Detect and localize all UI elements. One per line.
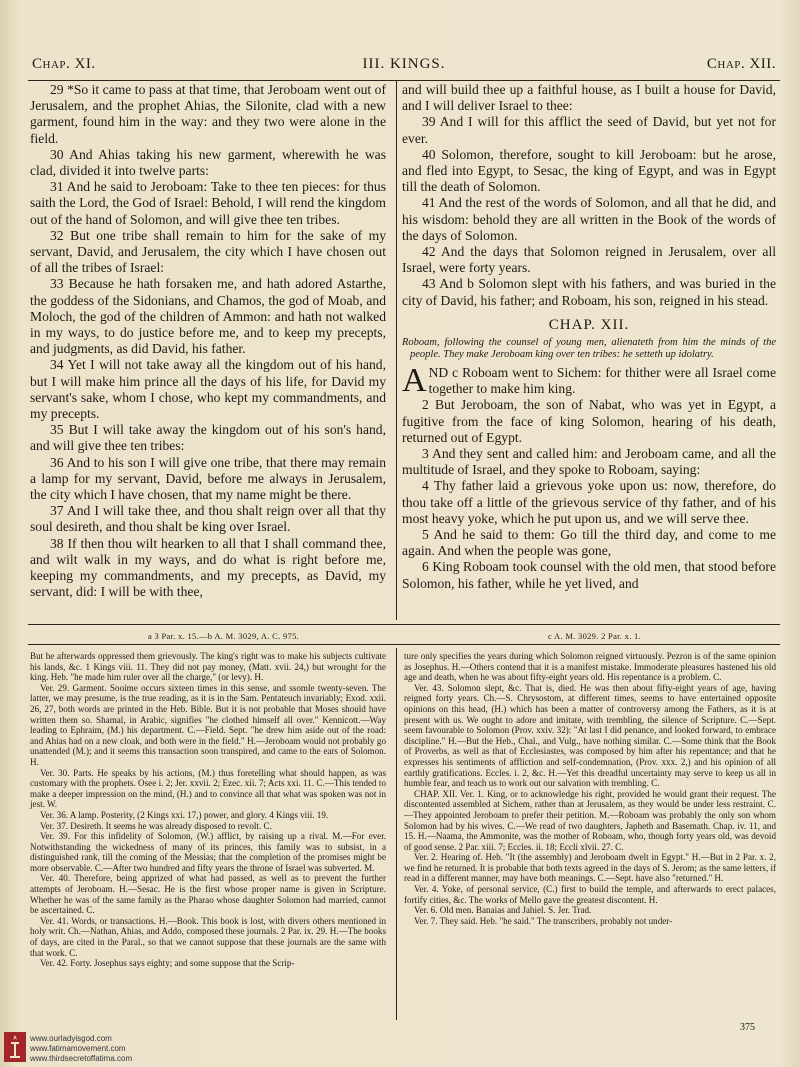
right-column [402,82,776,592]
note: Ver. 39. For this infidelity of Solomon, (W.) afflict, by raising up a rival. M.—For ever. Notwithstanding the wickedness of many of its princes, this family was to subsist, in a distinguished rank, till the coming of the Messias; that the completion of the promises might be more observable. C.—After two hundred and fifty years the throne of Israel was subverted. M. [30,831,386,873]
note: Ver. 36. A lamp. Posterity, (2 Kings xxi. 17,) power, and glory. 4 Kings viii. 19. [40,809,329,820]
verse: 31 And he said to Jeroboam: Take to thee ten pieces: for thus saith the Lord, the God of Israel: Behold, I will rend the kingdom out of the hand of Solomon, and will give thee ten tribes. [30,179,386,227]
note: Ver. 37. Desireth. It seems he was already disposed to revolt. C. [40,820,272,831]
chapter-summary: Roboam, following the counsel of young men, alienateth from him the minds of the people. They make Jeroboam king over ten tribes: he setteth up idolatry. [402,337,776,361]
column-divider [396,80,397,620]
verse: 6 King Roboam took counsel with the old men, that stood before Solomon, his father, while he yet lived, and [402,559,776,591]
chapter-right-label: Chap. XII. [706,56,776,72]
verse: 2 But Jeroboam, the son of Nabat, who was yet in Egypt, a fugitive from the face of king Solomon, hearing of his death, returned out of Egypt. [402,397,776,445]
book-title: III. KINGS. [362,56,446,72]
note: CHAP. XII. Ver. 1. King, or to acknowledge his right, provided he would grant their request. The discontented assembled at Sichem, rather than at Jerusalem, as they would be under less restraint. C.—They appointed Jeroboam to prefer their petition. M.—Roboam was probably the only son whom Solomon had by his wives. C.—We read of two daughters, Japheth and Basemath. Chap. iv. 11, and 15. H.—Naama, the Ammonite, was the mother of Roboam, who, though forty years old, was devoid of good sense. 2 Par. xiii. 7; Eccles. ii. 18; Eccli xlvii. 27. C. [404,788,776,852]
text-bottom-rule [28,624,780,625]
verse: 30 And Ahias taking his new garment, wherewith he was clad, divided it into twelve parts: [30,146,386,179]
verse: 32 But one tribe shall remain to him for the sake of my servant, David, and Jerusalem, the city which I have chosen out of all the tribes of Israel: [30,227,386,276]
note: Ver. 42. Forty. Josephus says eighty; and some suppose that the Scrip- [40,958,295,969]
commentary-left [30,651,386,969]
verse: 40 Solomon, therefore, sought to kill Jeroboam: but he arose, and fled into Egypt, to Sesac, the king of Egypt, and was in Egypt till the death of Solomon. [402,146,776,195]
chapter-heading: CHAP. XII. [548,316,630,333]
verse: 3 And they sent and called him: and Jeroboam came, and all the multitude of Israel, and they spoke to Roboam, saying: [402,446,776,478]
note: Ver. 43. Solomon slept, &c. That is, died. He was then about fifty-eight years of age, having reigned forty years. Ch.—S. Chrysostom, at different times, seems to have entertained opposite opinions on this head, (H.) which has been a matter of controversy among the Fathers, as it is at present with us. We ought to adore and imitate, with trembling, the silence of Scripture. C.—Sept. seem favourable to Solomon (Prov. xxiv. 32): "At last I did penance, and looked forward, to embrace discipline." H.—But the Heb., Chal., and Vulg., have nothing similar. C.—Some think that the Book of Proverbs, as well as that of Ecclesiastes, was composed by him after his repentance; and that he expresses his sentiments of affliction and self-condemnation, (Prov. xxx. 2,) and his opinion of all earthly gratifications. Eccles. i. 2, &c. H.—Yet this dreadful uncertainty may serve to keep us all in humble fear, and teach us to work out our salvation with trembling. C. [404,682,776,789]
commentary-right [404,651,776,926]
chapter-left-label: Chap. XI. [32,56,96,72]
note: ture only specifies the years during which Solomon reigned virtuously. Pezron is of the same opinion as Josephus. H.—Others contend that it is a manifest mistake. Immoderate pleasures hastened his old age and death, when he was about fifty-eight years old. His repentance is a problem. C. [404,651,776,683]
verse: 42 And the days that Solomon reigned in Jerusalem, over all Israel, were forty years. [402,244,776,276]
verse: 35 But I will take away the kingdom out of his son's hand, and will give thee ten tribes: [30,422,386,454]
note: Ver. 40. Therefore, being apprized of what had passed, as well as to prevent the further attempts of Jeroboam. H.—Sesac. He is the first whose proper name is given in Scripture. Whether he was of the same family as the Pharao whose daughter Solomon had married, cannot be ascertained. C. [30,873,386,916]
verse [402,362,776,400]
marginal-references-left: a 3 Par. x. 15.—b A. M. 3029, A. C. 975. [148,631,300,641]
watermark-link[interactable]: www.fatimamovement.com [30,1044,126,1053]
note: Ver. 2. Hearing of. Heb. "It (the assembly) and Jeroboam dwelt in Egypt." H.—But in 2 Par. x. 2, we find he returned. It is probable that both texts agreed in the days of S. Jerom; as the same letters, if read in a different manner, may have both meanings. C.—Sept. have also "returned." H. [404,852,776,884]
verse: and will build thee up a faithful house, as I built a house for David, and I will deliver Israel to thee: [402,82,776,114]
note: But he afterwards oppressed them grievously. The king's right was to make his subjects cultivate his lands, &c. 1 Kings viii. 11. They did not pay money, (Matt. xvii. 24,) but wrought for the king. Heb. "he made him ruler over all the charge," (or levy). H. [30,651,386,683]
note: Ver. 6. Old men. Banaias and Jahiel. S. Jer. Trad. [414,905,592,916]
verse: 43 And b Solomon slept with his fathers, and was buried in the city of David, his father; and Roboam, his son, reigned in his stead. [402,276,776,308]
verse-text: ND c Roboam went to Sichem: for thither were all Israel come together to make him king. [428,365,776,397]
verse: 38 If then thou wilt hearken to all that I shall command thee, and wilt walk in my ways, and do what is right before me, keeping my commandments, and my precepts, as David, my servant, did: I will be with thee, [30,535,386,600]
watermark-link[interactable]: www.ourladyisgod.com [30,1034,112,1043]
verse: 34 Yet I will not take away all the kingdom out of his hand, but I will make him prince all the days of his life, for David my servant's sake, whom I chose, who kept my commandments, and my precepts. [30,357,386,422]
note: Ver. 7. They said. Heb. "he said." The transcribers, probably not under- [414,915,673,926]
watermark-link[interactable]: www.thirdsecretoffatima.com [30,1054,133,1063]
running-head [28,56,780,78]
page-number: 375 [740,1022,755,1033]
website-logo-icon [4,1032,26,1062]
verse: 39 And I will for this afflict the seed of David, but yet not for ever. [402,114,776,146]
note: Ver. 29. Garment. Sooime occurs sixteen times in this sense, and ssomle twenty-seven. The latter, we may presume, is the true reading, as it is in the Sam. Pentateuch invariably; Exod. xxii. 26, 27, both words are printed in the Heb. Bible. But it is not probable that Moses should have written them so. Shamal, in Arabic, signifies "he clothed himself all over." Kennicott.—Way leading to Ephraim, (M.) his department. C.—Field. Sept. "he drew him aside out of the road: and Ahias had on a new cloak, and both were in the field." H.—Jeroboam would not probably go unattended (M.); and it seems this transaction soon transpired, and came to the ears of Solomon. H. [30,682,386,767]
notes-divider [396,648,397,1020]
note: Ver. 4. Yoke, of personal service, (C.) first to build the temple, and afterwards to erect palaces, fortify cities, &c. The works of Mello gave the greatest discontent. H. [404,884,776,905]
verse: 29 *So it came to pass at that time, that Jeroboam went out of Jerusalem, and the prophet Ahias, the Silonite, clad with a new garment, found him in the way: and they two were alone in the field. [30,82,386,146]
note: Ver. 41. Words, or transactions. H.—Book. This book is lost, with divers others mentioned in holy writ. Ch.—Nathan, Ahias, and Addo, composed these journals. 2 Par. ix. 29. H.—The books of days, are cited in the Paral., so that we cannot suppose that these journals are the same with that work. C. [30,915,386,958]
verse: 36 And to his son I will give one tribe, that there may remain a lamp for my servant, David, before me always in Jerusalem, the city which I have chosen, that my name might be there. [30,454,386,503]
marginal-references-right: c A. M. 3029. 2 Par. x. 1. [548,631,642,641]
verse: 33 Because he hath forsaken me, and hath adored Astarthe, the goddess of the Sidonians, and Chamos, the god of Moab, and Moloch, the god of the children of Ammon: and hath not walked in my ways, to do justice before me, and to keep my precepts, and judgments, as did David, his father. [30,276,386,357]
note: Ver. 30. Parts. He speaks by his actions, (M.) thus foretelling what should happen, as was customary with the prophets. Osee i. 2; Jer. xxvii. 2; Ezec. xii. 7; Acts xxi. 11. C.—This tended to make a deeper impression on the mind, (H.) and to convince all that what was spoken was not in jest. W. [30,767,386,810]
verse: 4 Thy father laid a grievous yoke upon us: now, therefore, do thou take off a little of the grievous service of thy father, and of his most heavy yoke, which he put upon us, and we will serve thee. [402,478,776,526]
watermark-links [30,1034,132,1064]
verse: 37 And I will take thee, and thou shalt reign over all that thy soul desireth, and thou shalt be king over Israel. [30,503,386,535]
verse: 5 And he said to them: Go till the third day, and come to me again. And when the people was gone, [402,527,776,559]
left-column [30,82,386,601]
verse: 41 And the rest of the words of Solomon, and all that he did, and his wisdom: behold they are all written in the Book of the words of the days of Solomon. [402,195,776,243]
drop-cap: A [402,362,427,400]
header-rule [28,80,780,81]
notes-rule [28,644,780,645]
